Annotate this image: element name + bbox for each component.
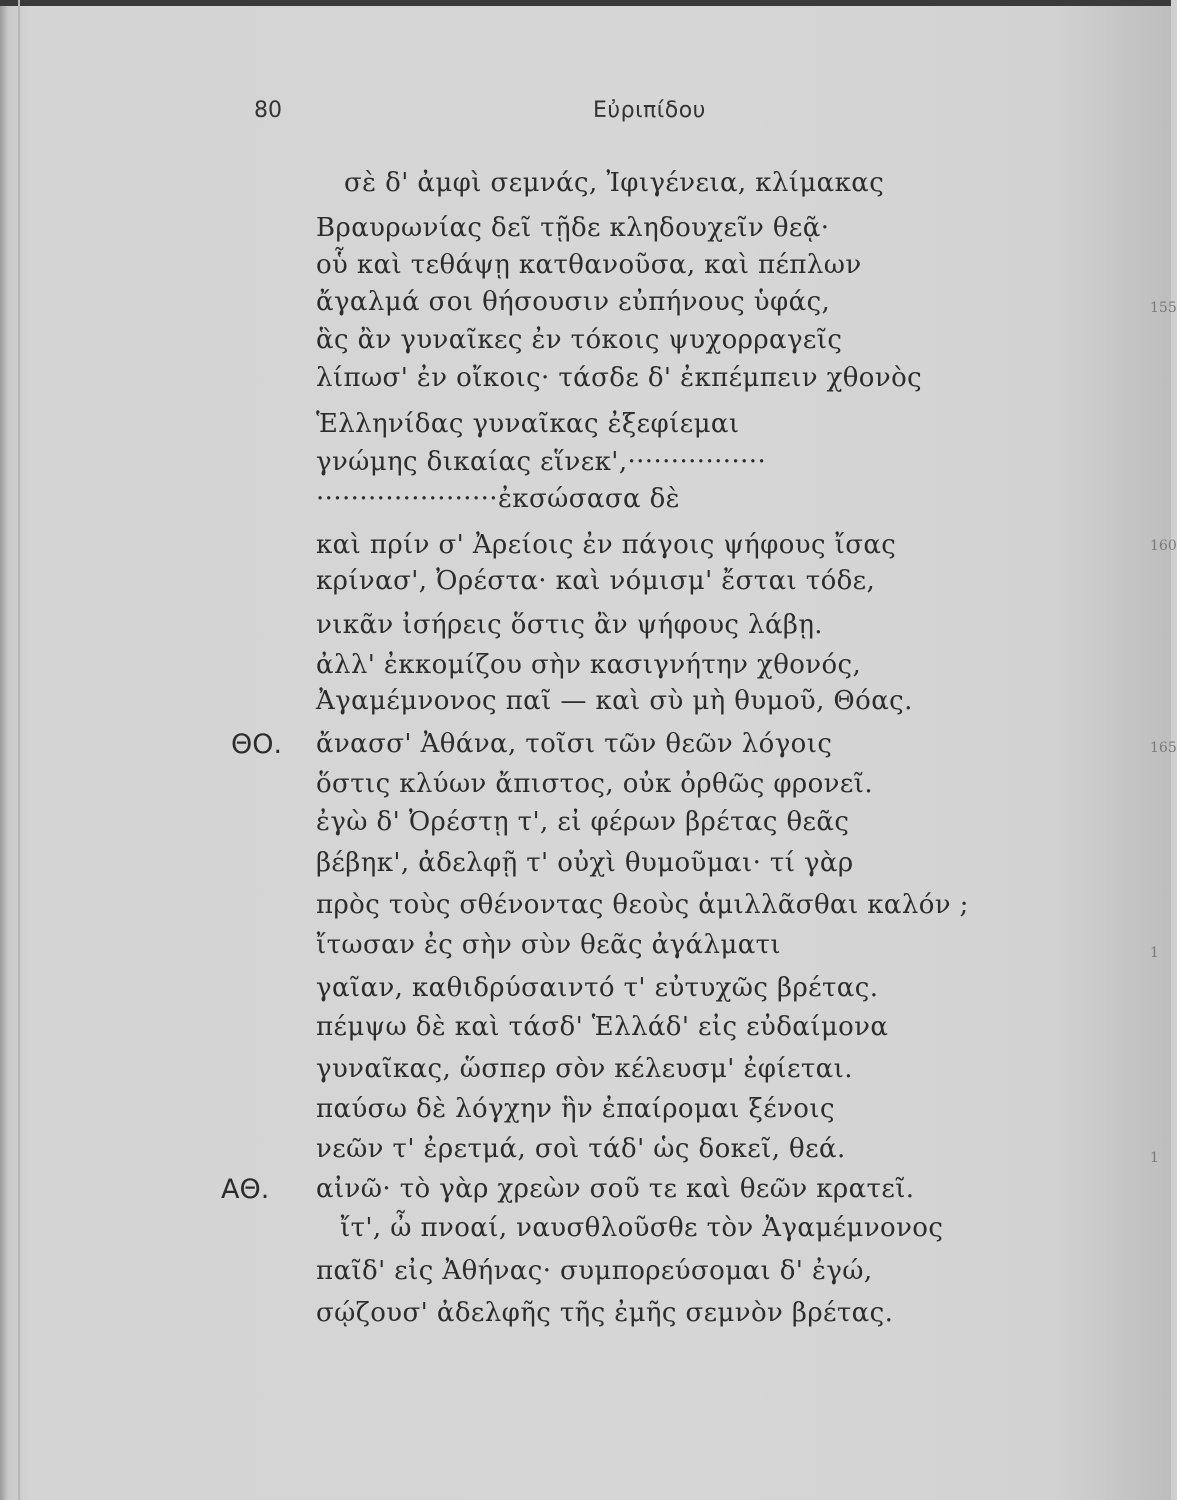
line-number-margin: 155	[1150, 300, 1177, 316]
verse-line: γαῖαν, καθιδρύσαιντό τ' εὐτυχῶς βρέτας.	[316, 973, 879, 1003]
verse-line: παύσω δὲ λόγχην ἣν ἐπαίρομαι ξένοις	[316, 1094, 835, 1124]
verse-line: λίπωσ' ἐν οἴκοις· τάσδε δ' ἐκπέμπειν χθονὸς	[316, 363, 923, 393]
verse-line: ὅστις κλύων ἄπιστος, οὐκ ὀρθῶς φρονεῖ.	[316, 769, 873, 799]
verse-line: πέμψω δὲ καὶ τάσδ' Ἑλλάδ' εἰς εὐδαίμονα	[316, 1012, 889, 1042]
verse-line: οὗ καὶ τεθάψῃ κατθανοῦσα, καὶ πέπλων	[316, 250, 862, 280]
verse-line: γνώμης δικαίας εἵνεκ',················	[316, 447, 767, 477]
speaker-label-thoas: ΘΟ.	[231, 729, 283, 760]
running-head: Εὐριπίδου	[593, 98, 706, 123]
verse-line: Ἑλληνίδας γυναῖκας ἐξεφίεμαι	[316, 409, 740, 439]
verse-line: νικᾶν ἰσήρεις ὅστις ἂν ψήφους λάβῃ.	[316, 610, 823, 640]
verse-line: νεῶν τ' ἐρετμά, σοὶ τάδ' ὡς δοκεῖ, θεά.	[316, 1134, 846, 1164]
verse-line: ἐγὼ δ' Ὀρέστῃ τ', εἰ φέρων βρέτας θεᾶς	[316, 807, 850, 837]
verse-line: ἴτ', ὦ πνοαί, ναυσθλοῦσθε τὸν Ἀγαμέμνονος	[340, 1213, 944, 1243]
verse-line: πρὸς τοὺς σθένοντας θεοὺς ἁμιλλᾶσθαι καλόν ;	[316, 890, 969, 920]
page-top-edge	[0, 0, 1171, 6]
verse-line: σὲ δ' ἀμφὶ σεμνάς, Ἰφιγένεια, κλίμακας	[344, 168, 885, 198]
verse-line: αἰνῶ· τὸ γὰρ χρεὼν σοῦ τε καὶ θεῶν κρατεῖ.	[316, 1174, 915, 1204]
verse-line: ἀλλ' ἐκκομίζου σὴν κασιγνήτην χθονός,	[316, 650, 862, 680]
line-number-margin: 1	[1150, 945, 1159, 961]
line-number-margin: 165	[1150, 740, 1177, 756]
page-gutter	[18, 0, 20, 1500]
verse-line: ἴτωσαν ἐς σὴν σὺν θεᾶς ἀγάλματι	[316, 930, 782, 960]
verse-line: βέβηκ', ἀδελφῇ τ' οὐχὶ θυμοῦμαι· τί γὰρ	[316, 848, 854, 878]
verse-line: ἄνασσ' Ἀθάνα, τοῖσι τῶν θεῶν λόγοις	[316, 729, 833, 759]
verse-line: σῴζουσ' ἀδελφῆς τῆς ἐμῆς σεμνὸν βρέτας.	[316, 1298, 894, 1328]
line-number-margin: 1	[1150, 1150, 1159, 1166]
page-number: 80	[254, 98, 282, 123]
line-number-margin: 160	[1150, 538, 1177, 554]
verse-line: Βραυρωνίας δεῖ τῇδε κληδουχεῖν θεᾷ·	[316, 213, 830, 243]
verse-line: παῖδ' εἰς Ἀθήνας· συμπορεύσομαι δ' ἐγώ,	[316, 1256, 873, 1286]
verse-line: ἃς ἂν γυναῖκες ἐν τόκοις ψυχορραγεῖς	[316, 325, 843, 355]
verse-line: ·····················ἐκσώσασα δὲ	[316, 484, 680, 514]
speaker-label-athena: ΑΘ.	[221, 1174, 270, 1205]
verse-line: καὶ πρίν σ' Ἀρείοις ἐν πάγοις ψήφους ἴσας	[316, 530, 897, 560]
verse-line: Ἀγαμέμνονος παῖ — καὶ σὺ μὴ θυμοῦ, Θόας.	[316, 686, 913, 716]
verse-line: ἄγαλμά σοι θήσουσιν εὐπήνους ὑφάς,	[316, 287, 831, 317]
verse-line: κρίνασ', Ὀρέστα· καὶ νόμισμ' ἔσται τόδε,	[316, 566, 876, 596]
verse-line: γυναῖκας, ὥσπερ σὸν κέλευσμ' ἐφίεται.	[316, 1054, 853, 1084]
